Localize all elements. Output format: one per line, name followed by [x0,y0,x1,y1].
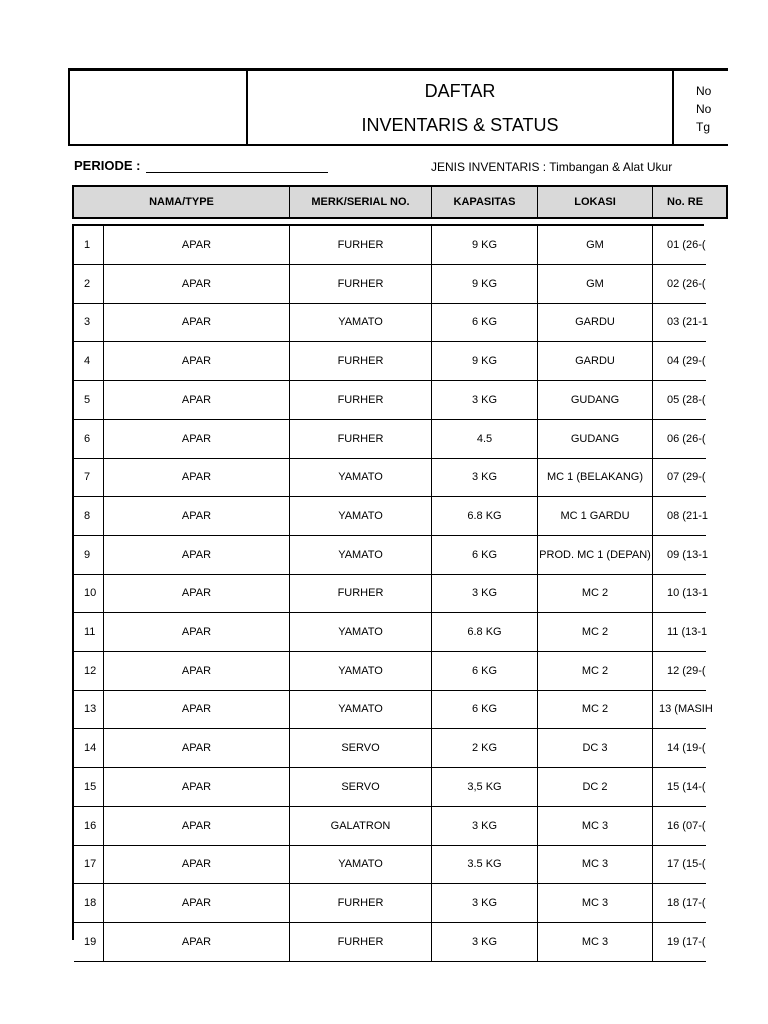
cell-merk: YAMATO [290,536,432,574]
table-row [74,342,706,381]
cell-nama: APAR [104,342,290,380]
meta-number-2: No [696,102,712,116]
table-row [74,923,706,962]
cell-lokasi: MC 2 [538,690,653,728]
cell-kapasitas: 3.5 KG [432,845,538,883]
cell-lokasi: MC 3 [538,807,653,845]
table-row [74,381,706,420]
cell-lokasi: GARDU [538,303,653,341]
cell-merk: FURHER [290,574,432,612]
table-row [74,303,706,342]
cell-reg: 19 (17-( [667,935,706,948]
cell-reg: 05 (28-( [667,393,706,406]
document-subtitle: INVENTARIS & STATUS [361,115,559,135]
cell-lokasi: GM [538,265,653,303]
table-row [74,536,706,575]
cell-no: 14 [74,729,104,767]
cell-no: 7 [74,458,104,496]
cell-lokasi: MC 1 (BELAKANG) [538,458,653,496]
cell-reg: 08 (21-1 [667,509,708,522]
cell-merk: FURHER [290,884,432,922]
cell-lokasi: MC 2 [538,574,653,612]
cell-kapasitas: 3 KG [432,381,538,419]
cell-merk: FURHER [290,381,432,419]
table-row [74,574,706,613]
cell-nama: APAR [104,265,290,303]
cell-no: 6 [74,420,104,458]
cell-merk: YAMATO [290,845,432,883]
cell-lokasi: GUDANG [538,420,653,458]
table-row [74,652,706,691]
periode-field [74,158,328,173]
cell-reg: 01 (26-( [667,239,706,251]
cell-kapasitas: 6.8 KG [432,497,538,535]
cell-kapasitas: 3 KG [432,807,538,845]
table-row [74,845,706,884]
table-row [74,729,706,768]
cell-lokasi: MC 2 [538,613,653,651]
cell-lokasi: MC 1 GARDU [538,497,653,535]
cell-lokasi: GUDANG [538,381,653,419]
cell-reg: 07 (29-( [667,471,706,484]
cell-reg: 10 (13-1 [667,587,708,600]
cell-nama: APAR [104,923,290,961]
cell-kapasitas: 3 KG [432,574,538,612]
cell-no: 16 [74,807,104,845]
cell-lokasi: PROD. MC 1 (DEPAN) [538,536,653,574]
cell-reg: 06 (26-( [667,432,706,445]
cell-reg: 12 (29-( [667,664,706,677]
cell-merk: FURHER [290,923,432,961]
cell-reg: 03 (21-1 [667,316,708,329]
cell-kapasitas: 2 KG [432,729,538,767]
periode-label: PERIODE : [74,158,141,173]
cell-reg: 15 (14-( [667,780,706,793]
cell-nama: APAR [104,768,290,806]
cell-kapasitas: 6 KG [432,652,538,690]
cell-lokasi: GARDU [538,342,653,380]
cell-merk: YAMATO [290,652,432,690]
cell-lokasi: MC 3 [538,884,653,922]
cell-kapasitas: 9 KG [432,342,538,380]
cell-no: 10 [74,574,104,612]
cell-kapasitas: 4.5 [432,420,538,458]
cell-kapasitas: 3 KG [432,923,538,961]
cell-no: 4 [74,342,104,380]
cell-nama: APAR [104,807,290,845]
cell-no: 12 [74,652,104,690]
cell-lokasi: MC 3 [538,923,653,961]
cell-reg: 11 (13-1 [667,626,708,638]
cell-nama: APAR [104,381,290,419]
cell-no: 11 [74,613,104,651]
cell-merk: SERVO [290,729,432,767]
column-header-reg: No. RE [667,196,704,208]
cell-kapasitas: 6 KG [432,536,538,574]
cell-lokasi: MC 3 [538,845,653,883]
cell-merk: YAMATO [290,497,432,535]
cell-lokasi: DC 3 [538,729,653,767]
cell-nama: APAR [104,652,290,690]
cell-nama: APAR [104,497,290,535]
cell-merk: YAMATO [290,303,432,341]
cell-nama: APAR [104,690,290,728]
inventory-table [72,224,713,948]
cell-nama: APAR [104,303,290,341]
document-meta-cell [674,71,730,144]
document-title: DAFTAR [424,81,496,101]
cell-no: 17 [74,845,104,883]
periode-blank-line [146,158,328,173]
table-row [74,690,713,729]
cell-nama: APAR [104,574,290,612]
cell-no: 9 [74,536,104,574]
cell-reg: 18 (17-( [667,896,706,909]
cell-nama: APAR [104,729,290,767]
table-row [74,420,706,459]
title-cell [248,71,674,144]
cell-merk: YAMATO [290,613,432,651]
cell-no: 19 [74,923,104,961]
table-row [74,768,706,807]
table-row [74,226,706,265]
cell-merk: YAMATO [290,690,432,728]
cell-kapasitas: 6 KG [432,303,538,341]
table-row [74,884,706,923]
cell-reg: 02 (26-( [667,277,706,290]
table-row [74,265,706,304]
cell-reg: 13 (MASIH [659,703,713,716]
cell-nama: APAR [104,420,290,458]
cell-merk: GALATRON [290,807,432,845]
cell-no: 2 [74,265,104,303]
column-header-lokasi: LOKASI [538,187,653,217]
meta-date: Tg [696,120,711,134]
cell-no: 5 [74,381,104,419]
cell-no: 15 [74,768,104,806]
cell-nama: APAR [104,845,290,883]
cell-nama: APAR [104,226,290,264]
cell-kapasitas: 6.8 KG [432,613,538,651]
cell-reg: 09 (13-1 [667,548,708,561]
cell-kapasitas: 3,5 KG [432,768,538,806]
table-row [74,458,706,497]
column-header-row [72,185,728,219]
cell-merk: FURHER [290,420,432,458]
cell-reg: 16 (07-( [667,819,706,832]
cell-kapasitas: 9 KG [432,265,538,303]
table-row [74,613,706,652]
table-row [74,807,706,846]
cell-no: 18 [74,884,104,922]
cell-lokasi: MC 2 [538,652,653,690]
cell-merk: FURHER [290,226,432,264]
cell-no: 3 [74,303,104,341]
cell-nama: APAR [104,613,290,651]
cell-merk: YAMATO [290,458,432,496]
cell-reg: 14 (19-( [667,742,706,755]
cell-kapasitas: 3 KG [432,458,538,496]
cell-nama: APAR [104,884,290,922]
header-box [68,68,728,146]
table-row [74,497,706,536]
cell-kapasitas: 3 KG [432,884,538,922]
logo-cell [70,71,248,144]
column-header-nama: NAMA/TYPE [74,187,290,217]
cell-kapasitas: 9 KG [432,226,538,264]
cell-merk: FURHER [290,265,432,303]
cell-lokasi: GM [538,226,653,264]
cell-merk: SERVO [290,768,432,806]
cell-nama: APAR [104,536,290,574]
cell-kapasitas: 6 KG [432,690,538,728]
cell-lokasi: DC 2 [538,768,653,806]
jenis-inventaris: JENIS INVENTARIS : Timbangan & Alat Ukur [431,160,673,174]
cell-reg: 04 (29-( [667,355,706,368]
cell-merk: FURHER [290,342,432,380]
column-header-kapasitas: KAPASITAS [432,187,538,217]
cell-reg: 17 (15-( [667,858,706,871]
cell-nama: APAR [104,458,290,496]
cell-no: 1 [74,226,104,264]
cell-no: 8 [74,497,104,535]
meta-number-1: No [696,84,712,98]
column-header-merk: MERK/SERIAL NO. [290,187,432,217]
cell-no: 13 [74,690,104,728]
